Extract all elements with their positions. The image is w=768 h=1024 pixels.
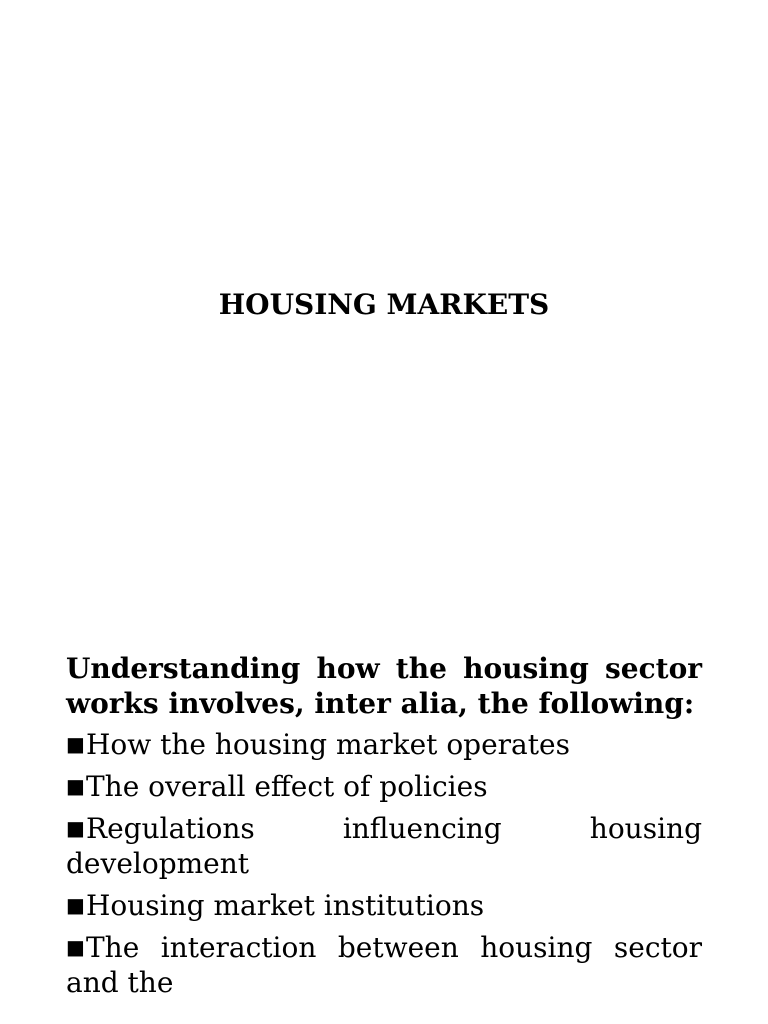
square-bullet-icon: ■ <box>66 774 85 798</box>
list-item <box>66 930 702 1000</box>
list-item <box>66 769 702 804</box>
list-item-text: The overall effect of policies <box>86 770 488 803</box>
list-item-text: Housing market institutions <box>86 889 485 922</box>
document-body <box>66 651 702 1007</box>
bullet-list <box>66 727 702 1000</box>
list-item-text: How the housing market operates <box>86 728 570 761</box>
list-item-text: The interaction between housing sector and the <box>66 931 702 999</box>
square-bullet-icon: ■ <box>66 935 85 959</box>
list-item <box>66 811 702 881</box>
square-bullet-icon: ■ <box>66 732 85 756</box>
list-item <box>66 888 702 923</box>
square-bullet-icon: ■ <box>66 816 85 840</box>
list-item <box>66 727 702 762</box>
page-title: HOUSING MARKETS <box>218 288 550 321</box>
square-bullet-icon: ■ <box>66 893 85 917</box>
list-item-text: Regulations influencing housing development <box>66 812 702 880</box>
intro-paragraph: Understanding how the housing sector works involves, inter alia, the following: <box>66 652 702 720</box>
